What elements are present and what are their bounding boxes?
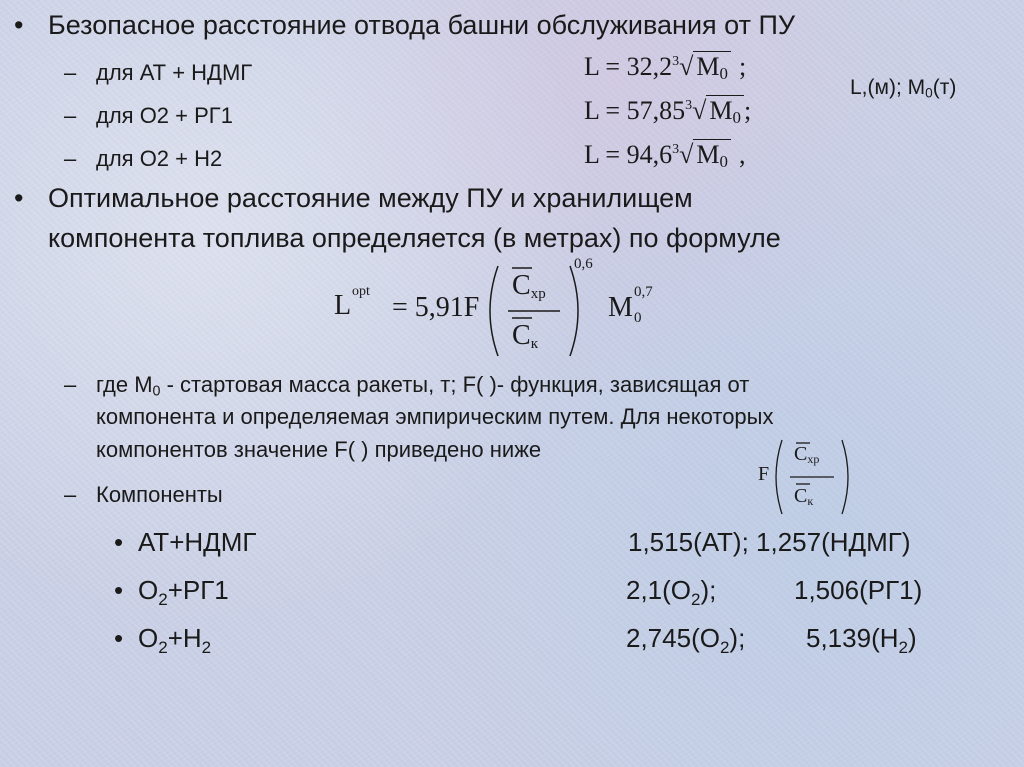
where-line1: где $M_0$ - стартовая масса ракеты, т; F( )- функция, зависящая от xyxy=(96,372,750,400)
fraction-denominator: $C_к$ xyxy=(512,320,538,352)
bullet-optimal-line2: компонента топлива определяется (в метрах) по формуле xyxy=(48,223,781,253)
component-value-rg1: 1,506(РГ1) xyxy=(794,575,923,605)
sub-item-o2-h2: для O2 + Н2 xyxy=(96,146,223,171)
formula-optimal-distance: L opt = 5,91F $C_{хр}$ $C_к$ 0,6 M 0 0,7 xyxy=(334,262,694,362)
where-line3: компонентов значение F( ) приведено ниже xyxy=(96,437,542,462)
component-name-at-ndmg: АТ+НДМГ xyxy=(138,527,257,557)
component-value-o2-h2-b: $5,139(H_2)$ xyxy=(806,623,917,657)
fraction-numerator: $C_{хр}$ xyxy=(512,270,546,302)
bullet-marker: • xyxy=(114,527,124,557)
bullet-marker: • xyxy=(14,10,24,40)
component-value-o2-h2-a: $2,745(O_2)$; xyxy=(626,623,746,657)
formula-o2-h2: $L = 94,6^3√$ $M_0$ , xyxy=(584,140,746,172)
component-name-o2-rg1: $O_2+РГ1$ xyxy=(138,575,229,609)
components-label: Компоненты xyxy=(96,482,223,507)
dash-marker: – xyxy=(64,146,77,171)
sub-item-at-ndmg: для АТ + НДМГ xyxy=(96,60,253,85)
component-value-o2: $2,1(O_2)$; xyxy=(626,575,717,609)
dash-marker: – xyxy=(64,60,77,85)
root-symbol: √ xyxy=(679,52,694,81)
root-symbol: √ xyxy=(692,96,707,125)
bullet-optimal-line1: Оптимальное расстояние между ПУ и хранилищем xyxy=(48,183,693,213)
units-note: L,(м); $M_0(т)$ xyxy=(850,76,957,101)
root-symbol: √ xyxy=(679,140,694,169)
component-values-at-ndmg: 1,515(АТ); 1,257(НДМГ) xyxy=(628,527,911,557)
dash-marker: – xyxy=(64,482,77,507)
where-line2: компонента и определяемая эмпирическим путем. Для некоторых xyxy=(96,404,774,429)
bullet-marker: • xyxy=(114,623,124,653)
sub-item-o2-rg1: для O2 + РГ1 xyxy=(96,103,233,128)
formula-o2-rg1: $L = 57,85^3√$ $M_0$ ; xyxy=(584,96,752,128)
dash-marker: – xyxy=(64,372,77,397)
dash-marker: – xyxy=(64,103,77,128)
component-name-o2-h2: $O_2+H_2$ xyxy=(138,623,212,657)
bullet-marker: • xyxy=(14,183,24,213)
bullet-marker: • xyxy=(114,575,124,605)
formula-f-function: F $C_{хр}$ $C_к$ xyxy=(758,437,858,517)
formula-at-ndmg: $L = 32,2^3√$ $M_0$ ; xyxy=(584,52,747,84)
bullet-safe-distance: Безопасное расстояние отвода башни обслуживания от ПУ xyxy=(48,10,795,40)
